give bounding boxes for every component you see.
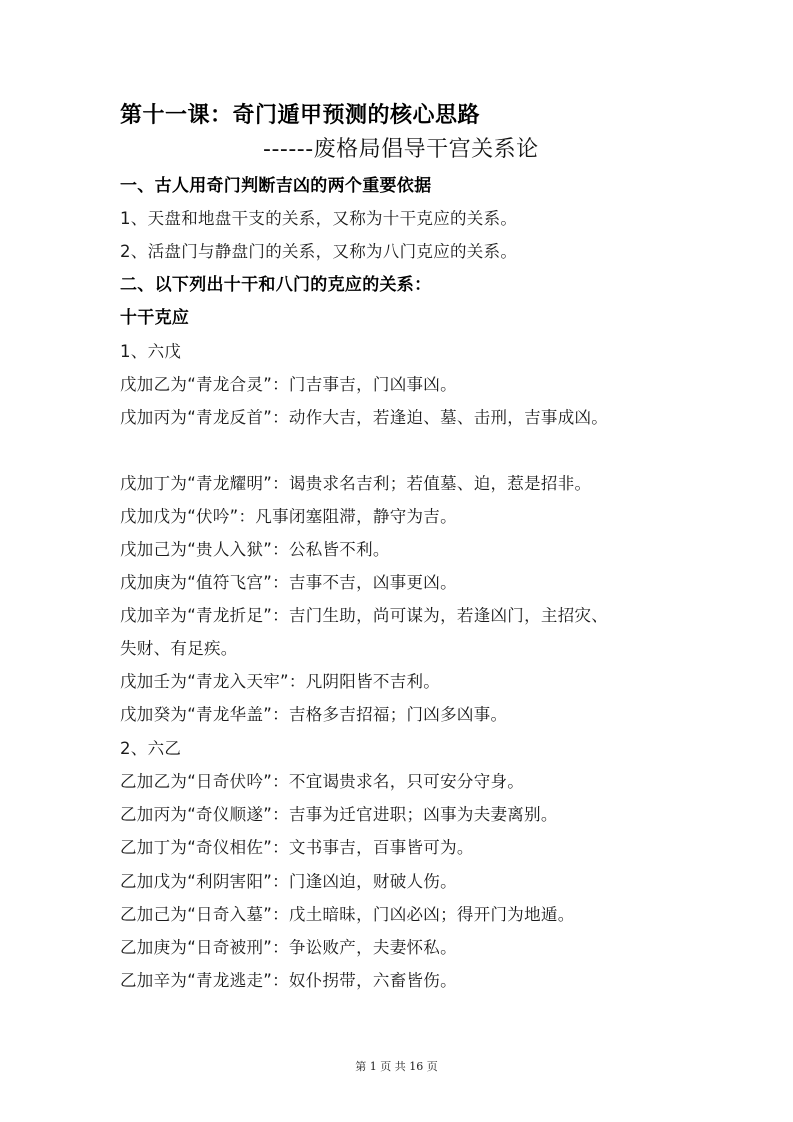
list-item: 戊加丁为“青龙耀明”：谒贵求名吉利；若值墓、迫，惹是招非。 xyxy=(120,474,592,493)
list-item: 乙加丁为“奇仪相佐”：文书事吉，百事皆可为。 xyxy=(120,838,474,857)
list-item: 戊加壬为“青龙入天牢”：凡阴阳皆不吉利。 xyxy=(120,672,441,691)
section-heading-1: 一、古人用奇门判断吉凶的两个重要依据 xyxy=(120,176,432,196)
list-item: 乙加己为“日奇入墓”：戊土暗昧，门凶必凶；得开门为地遁。 xyxy=(120,905,575,924)
group-title-liuyi: 2、六乙 xyxy=(120,739,182,758)
list-item: 1、天盘和地盘干支的关系，又称为十干克应的关系。 xyxy=(120,209,518,228)
list-item: 戊加戊为“伏吟”：凡事闭塞阻滞，静守为吉。 xyxy=(120,507,457,526)
subsection-heading: 十干克应 xyxy=(120,308,190,328)
section-heading-2: 二、以下列出十干和八门的克应的关系： xyxy=(120,275,432,295)
list-item: 戊加丙为“青龙反首”：动作大吉，若逢迫、墓、击刑，吉事成凶。 xyxy=(120,408,609,427)
page-title: 第十一课：奇门遁甲预测的核心思路 xyxy=(120,103,481,128)
list-item: 乙加辛为“青龙逃走”：奴仆拐带，六畜皆伤。 xyxy=(120,971,457,990)
list-item: 戊加辛为“青龙折足”：吉门生助，尚可谋为，若逢凶门，主招灾、 xyxy=(120,606,609,625)
list-item: 2、活盘门与静盘门的关系，又称为八门克应的关系。 xyxy=(120,242,518,261)
list-item-continuation: 失财、有足疾。 xyxy=(120,639,238,658)
list-item: 戊加乙为“青龙合灵”：门吉事吉，门凶事凶。 xyxy=(120,375,457,394)
page-footer: 第 1 页 共 16 页 xyxy=(355,1060,438,1073)
group-title-liuwu: 1、六戊 xyxy=(120,342,182,361)
list-item: 戊加庚为“值符飞宫”：吉事不吉，凶事更凶。 xyxy=(120,573,457,592)
list-item: 乙加戊为“利阴害阳”：门逢凶迫，财破人伤。 xyxy=(120,872,457,891)
page-subtitle: ------废格局倡导干宫关系论 xyxy=(263,137,539,162)
list-item: 戊加癸为“青龙华盖”：吉格多吉招福；门凶多凶事。 xyxy=(120,705,508,724)
list-item: 乙加乙为“日奇伏吟”：不宜谒贵求名，只可安分守身。 xyxy=(120,772,525,791)
list-item: 乙加丙为“奇仪顺遂”：吉事为迁官进职；凶事为夫妻离别。 xyxy=(120,805,558,824)
list-item: 乙加庚为“日奇被刑”：争讼败产，夫妻怀私。 xyxy=(120,938,457,957)
list-item: 戊加己为“贵人入狱”：公私皆不利。 xyxy=(120,540,390,559)
